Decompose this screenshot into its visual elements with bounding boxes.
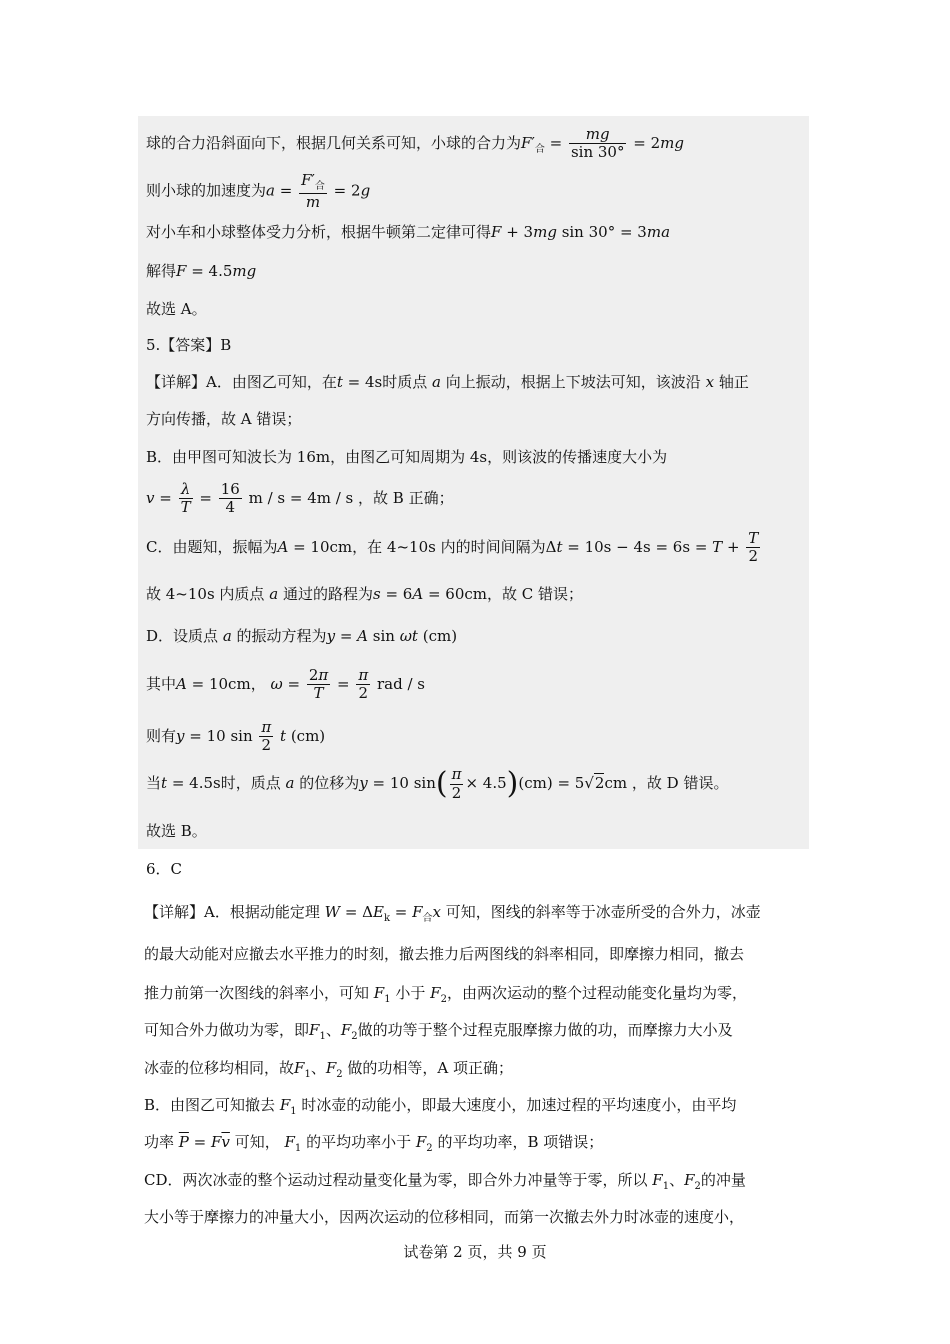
formula-fraction: $\frac{2\pi}{T}$ bbox=[308, 666, 329, 703]
text-line: 对小车和小球整体受力分析，根据牛顿第二定律可得F + 3mg sin 30° = 3ma bbox=[146, 223, 671, 241]
text-line: 方向传播，故 A 错误； bbox=[146, 410, 302, 428]
text-line: B．由图乙可知撤去 $F_1$ 时冰壶的动能小，即最大速度小，加速过程的平均速度小，由平均 bbox=[144, 1096, 737, 1117]
text-line: 的最大动能对应撤去水平推力的时刻，撤去推力后两图线的斜率相同，即摩擦力相同，撤去 bbox=[144, 945, 745, 963]
formula-fraction: $\frac{\lambda}{T}$ bbox=[180, 480, 191, 517]
text-line: 冰壶的位移均相同，故$F_1$、$F_2$ 做的功相等，A 项正确； bbox=[144, 1059, 514, 1080]
formula-fraction: $\frac{T}{2}$ bbox=[748, 529, 759, 566]
text-line: 解得F = 4.5mg bbox=[146, 262, 257, 280]
text-line: D．设质点 a 的振动方程为y = A sin ωt (cm) bbox=[146, 627, 458, 645]
formula-fraction: $\frac{\pi}{2}$ bbox=[451, 765, 462, 802]
formula-fraction: $\frac{mg}{\sin 30^\circ}$ bbox=[570, 125, 625, 162]
answer-heading: 6．C bbox=[146, 860, 183, 878]
text-line: 故选 A。 bbox=[146, 300, 207, 318]
text-line: 功率 $\overline{P} = F\overline{v}$ 可知， $F_1$ 的平均功率小于 $F_2$ 的平均功率，B 项错误； bbox=[144, 1133, 604, 1154]
formula-fraction: $\frac{16}{4}$ bbox=[220, 480, 240, 517]
text-line: 其中A = 10cm， ω = $\frac{2\pi}{T}$ = $\frac{\pi}{2}$ rad / s bbox=[146, 666, 425, 703]
text-line: 可知合外力做功为零，即$F_1$、$F_2$做的功等于整个过程克服摩擦力做的功，而摩擦力大小及 bbox=[144, 1021, 733, 1042]
text-line: 【详解】A．由图乙可知，在t = 4s时质点 a 向上振动，根据上下坡法可知，该波沿 x 轴正 bbox=[146, 373, 749, 391]
text-line: 推力前第一次图线的斜率小，可知 $F_1$ 小于 $F_2$，由两次运动的整个过程动能变化量均为零， bbox=[144, 984, 747, 1005]
text-line: B．由甲图可知波长为 16m，由图乙可知周期为 4s，则该波的传播速度大小为 bbox=[146, 448, 668, 466]
text-line: v = $\frac{\lambda}{T}$ = $\frac{16}{4}$ m / s = 4m / s ，故 B 正确； bbox=[146, 480, 454, 517]
text-line: 当t = 4.5s时，质点 a 的位移为y = 10 sin( $\frac{\pi}{2}$ × 4.5)(cm) = 5√2cm ，故 D 错误。 bbox=[146, 765, 729, 802]
text-line: 故选 B。 bbox=[146, 822, 207, 840]
formula-fraction: $\frac{F'_合}{m}$ bbox=[301, 171, 325, 211]
text-line: 大小等于摩擦力的冲量大小，因两次运动的位移相同，而第一次撤去外力时冰壶的速度小， bbox=[144, 1208, 745, 1226]
text-line: CD．两次冰壶的整个运动过程动量变化量为零，即合外力冲量等于零，所以 $F_1$、$F_2$的冲量 bbox=[144, 1171, 746, 1192]
text-line: 故 4~10s 内质点 a 通过的路程为s = 6A = 60cm，故 C 错误； bbox=[146, 585, 584, 603]
text-line: 则小球的加速度为a = $\frac{F'_合}{m}$ = 2g bbox=[146, 171, 371, 211]
text-line: 【详解】A．根据动能定理 $W = \Delta E_k = F_合x$ 可知，图线的斜率等于冰壶所受的合外力，冰壶 bbox=[144, 903, 761, 924]
text-line: 则有y = 10 sin $\frac{\pi}{2}$ t (cm) bbox=[146, 718, 326, 755]
text-line: 球的合力沿斜面向下，根据几何关系可知，小球的合力为$F'_合$ = $\frac{mg}{\sin 30^\circ}$ = 2mg bbox=[146, 125, 684, 162]
answer-heading: 5.【答案】B bbox=[146, 336, 232, 354]
formula-fraction: $\frac{\pi}{2}$ bbox=[261, 718, 272, 755]
formula-fraction: $\frac{\pi}{2}$ bbox=[358, 666, 369, 703]
text-line: C．由题知，振幅为A = 10cm，在 4~10s 内的时间间隔为Δt = 10s − 4s = 6s = T + $\frac{T}{2}$ bbox=[146, 529, 759, 566]
page-footer: 试卷第 2 页，共 9 页 bbox=[403, 1243, 547, 1261]
